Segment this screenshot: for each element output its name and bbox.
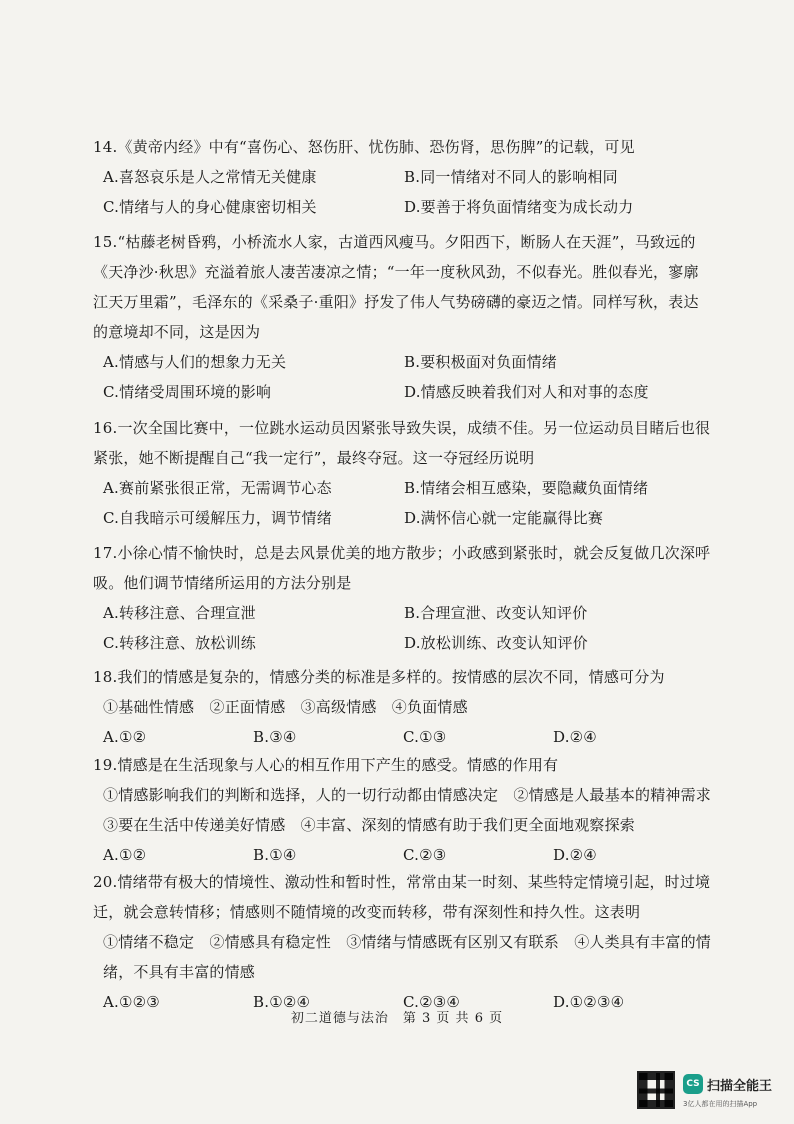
option-c: C.②③ [403,846,447,864]
question-20 [93,867,713,1017]
camscanner-logo-icon: CS [683,1074,703,1094]
option-b: B.①④ [253,846,297,864]
option-c: C.②③④ [403,993,461,1011]
option-b: B.情绪会相互感染，要隐藏负面情绪 [404,479,649,497]
options [93,347,713,407]
option-b: B.要积极面对负面情绪 [404,353,557,371]
question-stem: 15.“枯藤老树昏鸦，小桥流水人家，古道西风瘦马。夕阳西下，断肠人在天涯”，马致远的《天净沙·秋思》充溢着旅人凄苦凄凉之情；“一年一度秋风劲，不似春光。胜似春光，寥廓江天万里霜”，毛泽东的《采桑子·重阳》抒发了伟人气势磅礴的豪迈之情。同样写秋，表达的意境却不同，这是因为 [93,233,699,341]
option-d: D.要善于将负面情绪变为成长动力 [404,198,634,216]
question-15 [93,227,713,407]
question-19 [93,750,727,870]
option-c: C.情绪与人的身心健康密切相关 [103,198,317,216]
option-c: C.情绪受周围环境的影响 [103,383,272,401]
scanner-tagline: 3亿人都在用的扫描App [683,1100,758,1108]
option-d: D.②④ [553,728,597,746]
page-footer: 初二道德与法治 第 3 页 共 6 页 [290,1011,504,1026]
option-a: A.喜怒哀乐是人之常情无关健康 [103,168,317,186]
question-16 [93,413,713,533]
option-c: C.自我暗示可缓解压力，调节情绪 [103,509,332,527]
question-stem: 20.情绪带有极大的情境性、激动性和暂时性，常常由某一时刻、某些特定情境引起，时过境迁，就会意转情移；情感则不随情境的改变而转移，带有深刻性和持久性。这表明 [93,873,711,921]
question-items: ①情感影响我们的判断和选择，人的一切行动都由情感决定 ②情感是人最基本的精神需求 ③要在生活中传递美好情感 ④丰富、深刻的情感有助于我们更全面地观察探索 [103,786,727,834]
question-items: ①情绪不稳定 ②情感具有稳定性 ③情绪与情感既有区别又有联系 ④人类具有丰富的情绪，不具有丰富的情感 [103,933,712,981]
option-b: B.③④ [253,728,297,746]
option-a: A.转移注意、合理宣泄 [103,604,256,622]
options [93,473,713,533]
option-a: A.①②③ [103,993,160,1011]
options [93,840,713,870]
question-17 [93,538,713,658]
qr-code-icon [637,1071,675,1109]
option-b: B.合理宣泄、改变认知评价 [404,604,588,622]
question-18 [93,662,713,752]
option-a: A.①② [103,728,147,746]
question-stem: 14.《黄帝内经》中有“喜伤心、怒伤肝、忧伤肺、恐伤肾，思伤脾”的记载，可见 [93,138,635,156]
question-stem: 17.小徐心情不愉快时，总是去风景优美的地方散步；小政感到紧张时，就会反复做几次深呼吸。他们调节情绪所运用的方法分别是 [93,544,711,592]
question-stem: 19.情感是在生活现象与人心的相互作用下产生的感受。情感的作用有 [93,756,559,774]
option-d: D.②④ [553,846,597,864]
option-c: C.转移注意、放松训练 [103,634,256,652]
option-d: D.情感反映着我们对人和对事的态度 [404,383,649,401]
options [93,722,713,752]
option-a: A.情感与人们的想象力无关 [103,353,287,371]
option-b: B.①②④ [253,993,311,1011]
option-d: D.①②③④ [553,993,625,1011]
question-stem: 18.我们的情感是复杂的，情感分类的标准是多样的。按情感的层次不同，情感可分为 [93,668,665,686]
option-d: D.满怀信心就一定能赢得比赛 [404,509,604,527]
question-items: ①基础性情感 ②正面情感 ③高级情感 ④负面情感 [103,698,468,716]
option-c: C.①③ [403,728,447,746]
question-14 [93,132,713,222]
options [93,598,713,658]
question-stem: 16.一次全国比赛中，一位跳水运动员因紧张导致失误，成绩不佳。另一位运动员目睹后也很紧张，她不断提醒自己“我一定行”，最终夺冠。这一夺冠经历说明 [93,419,711,467]
option-d: D.放松训练、改变认知评价 [404,634,588,652]
scanner-app-name: 扫描全能王 [707,1079,773,1094]
option-a: A.赛前紧张很正常，无需调节心态 [103,479,332,497]
option-a: A.①② [103,846,147,864]
option-b: B.同一情绪对不同人的影响相同 [404,168,618,186]
options [93,162,713,222]
